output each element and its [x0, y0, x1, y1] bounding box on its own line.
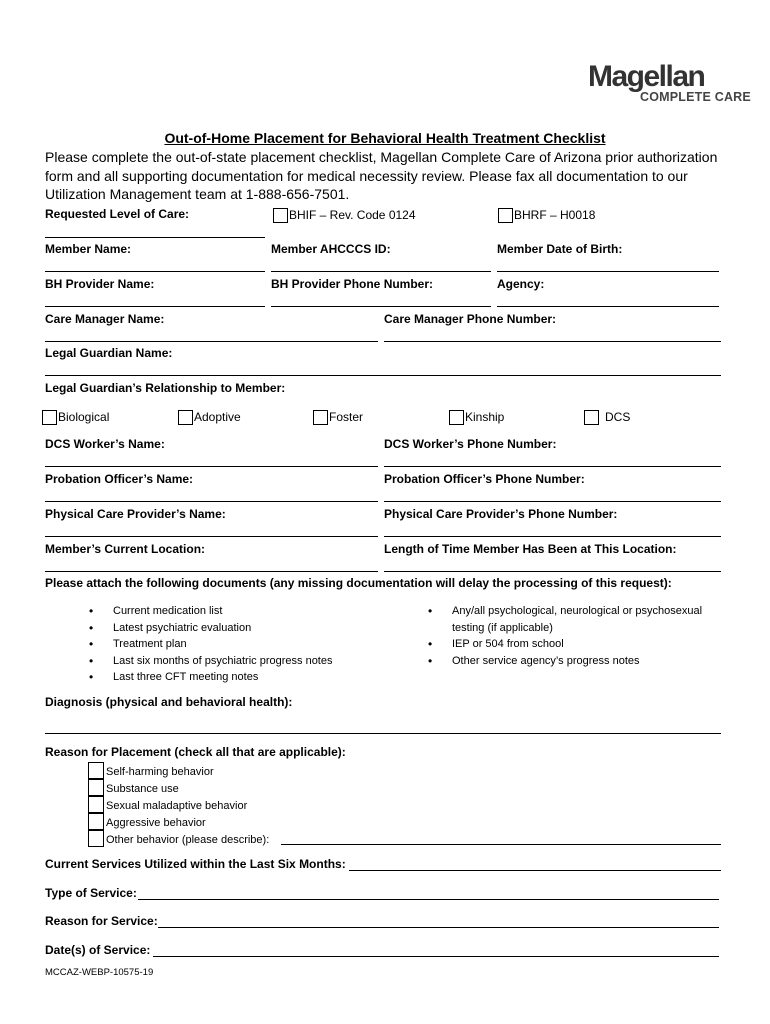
list-item: • Last six months of psychiatric progress notes [89, 653, 389, 670]
list-item: • Latest psychiatric evaluation [89, 620, 389, 637]
bh-provider-name-label: BH Provider Name: [45, 277, 155, 291]
physical-provider-name-field[interactable] [45, 536, 378, 537]
type-of-service-field[interactable] [138, 899, 719, 900]
bh-provider-phone-field[interactable] [271, 306, 491, 307]
dates-of-service-field[interactable] [153, 956, 719, 957]
member-name-label: Member Name: [45, 242, 132, 256]
kinship-label: Kinship [465, 410, 505, 424]
list-item: • IEP or 504 from school [428, 636, 728, 653]
agency-label: Agency: [497, 277, 545, 291]
adoptive-label: Adoptive [194, 410, 241, 424]
care-manager-name-label: Care Manager Name: [45, 312, 165, 326]
probation-officer-phone-field[interactable] [384, 501, 721, 502]
dates-of-service-label: Date(s) of Service: [45, 943, 151, 957]
sexual-maladaptive-label: Sexual maladaptive behavior [106, 800, 248, 812]
list-item: • Last three CFT meeting notes [89, 669, 389, 686]
dcs-worker-name-field[interactable] [45, 466, 378, 467]
list-item: • Current medication list [89, 603, 389, 620]
list-item: • Other service agency’s progress notes [428, 653, 728, 670]
bhif-checkbox[interactable] [273, 208, 288, 223]
other-behavior-checkbox[interactable] [88, 830, 104, 847]
requested-level-of-care-label: Requested Level of Care: [45, 207, 190, 221]
kinship-checkbox[interactable] [449, 410, 464, 425]
self-harming-label: Self-harming behavior [106, 766, 214, 778]
other-behavior-field[interactable] [281, 844, 721, 845]
list-item: • Any/all psychological, neurological or psychosexual testing (if applicable) [428, 603, 728, 636]
member-name-field[interactable] [45, 271, 265, 272]
bh-provider-name-field[interactable] [45, 306, 265, 307]
agency-field[interactable] [497, 306, 719, 307]
care-manager-name-field[interactable] [45, 341, 378, 342]
aggressive-behavior-checkbox[interactable] [88, 813, 104, 830]
current-location-field[interactable] [45, 571, 378, 572]
care-manager-phone-field[interactable] [384, 341, 721, 342]
probation-officer-phone-label: Probation Officer’s Phone Number: [384, 472, 585, 486]
current-services-field[interactable] [349, 870, 721, 871]
legal-guardian-relationship-label: Legal Guardian’s Relationship to Member: [45, 381, 286, 395]
legal-guardian-name-field[interactable] [45, 375, 721, 376]
current-location-label: Member’s Current Location: [45, 542, 206, 556]
adoptive-checkbox[interactable] [178, 410, 193, 425]
physical-provider-phone-label: Physical Care Provider’s Phone Number: [384, 507, 618, 521]
reason-for-service-field[interactable] [158, 927, 719, 928]
physical-provider-name-label: Physical Care Provider’s Name: [45, 507, 226, 521]
aggressive-behavior-label: Aggressive behavior [106, 817, 206, 829]
bhrf-option-label: BHRF – H0018 [514, 208, 596, 222]
diagnosis-field[interactable] [45, 733, 721, 734]
dcs-worker-phone-field[interactable] [384, 466, 721, 467]
physical-provider-phone-field[interactable] [384, 536, 721, 537]
bhif-option-label: BHIF – Rev. Code 0124 [289, 208, 416, 222]
substance-use-checkbox[interactable] [88, 779, 104, 796]
length-at-location-field[interactable] [384, 571, 721, 572]
dcs-label: DCS [605, 410, 631, 424]
foster-label: Foster [329, 410, 364, 424]
member-dob-label: Member Date of Birth: [497, 242, 623, 256]
bhrf-checkbox[interactable] [498, 208, 513, 223]
magellan-logo-subtitle: COMPLETE CARE [640, 90, 751, 104]
other-behavior-label: Other behavior (please describe): [106, 834, 270, 846]
substance-use-label: Substance use [106, 783, 179, 795]
reason-for-placement-label: Reason for Placement (check all that are applicable): [45, 745, 346, 759]
reason-for-service-label: Reason for Service: [45, 914, 158, 928]
sexual-maladaptive-checkbox[interactable] [88, 796, 104, 813]
dcs-worker-phone-label: DCS Worker’s Phone Number: [384, 437, 557, 451]
legal-guardian-name-label: Legal Guardian Name: [45, 346, 173, 360]
biological-checkbox[interactable] [42, 410, 57, 425]
member-ahcccs-id-field[interactable] [271, 271, 491, 272]
form-code: MCCAZ-WEBP-10575-19 [45, 967, 154, 978]
length-at-location-label: Length of Time Member Has Been at This Location: [384, 542, 677, 556]
form-title: Out-of-Home Placement for Behavioral Health Treatment Checklist [164, 130, 606, 146]
documents-list-left [89, 603, 389, 686]
member-ahcccs-id-label: Member AHCCCS ID: [271, 242, 391, 256]
probation-officer-name-label: Probation Officer’s Name: [45, 472, 194, 486]
documents-heading: Please attach the following documents (any missing documentation will delay the processing of this request): [45, 576, 672, 590]
form-instructions: Please complete the out-of-state placement checklist, Magellan Complete Care of Arizona prior authorization form and all supporting documentation for medical necessity review. Please fax all documentation to our Utilization Management team at 1-888-656-7501. [45, 149, 718, 203]
diagnosis-label: Diagnosis (physical and behavioral health): [45, 695, 293, 709]
documents-list-right [428, 603, 728, 669]
self-harming-checkbox[interactable] [88, 762, 104, 779]
magellan-logo: Magellan [588, 60, 705, 93]
care-manager-phone-label: Care Manager Phone Number: [384, 312, 557, 326]
current-services-label: Current Services Utilized within the Last Six Months: [45, 857, 346, 871]
member-dob-field[interactable] [497, 271, 719, 272]
biological-label: Biological [58, 410, 110, 424]
level-of-care-line[interactable] [45, 237, 265, 238]
list-item: • Treatment plan [89, 636, 389, 653]
dcs-worker-name-label: DCS Worker’s Name: [45, 437, 165, 451]
bh-provider-phone-label: BH Provider Phone Number: [271, 277, 434, 291]
dcs-checkbox[interactable] [584, 410, 599, 425]
probation-officer-name-field[interactable] [45, 501, 378, 502]
type-of-service-label: Type of Service: [45, 886, 137, 900]
foster-checkbox[interactable] [313, 410, 328, 425]
